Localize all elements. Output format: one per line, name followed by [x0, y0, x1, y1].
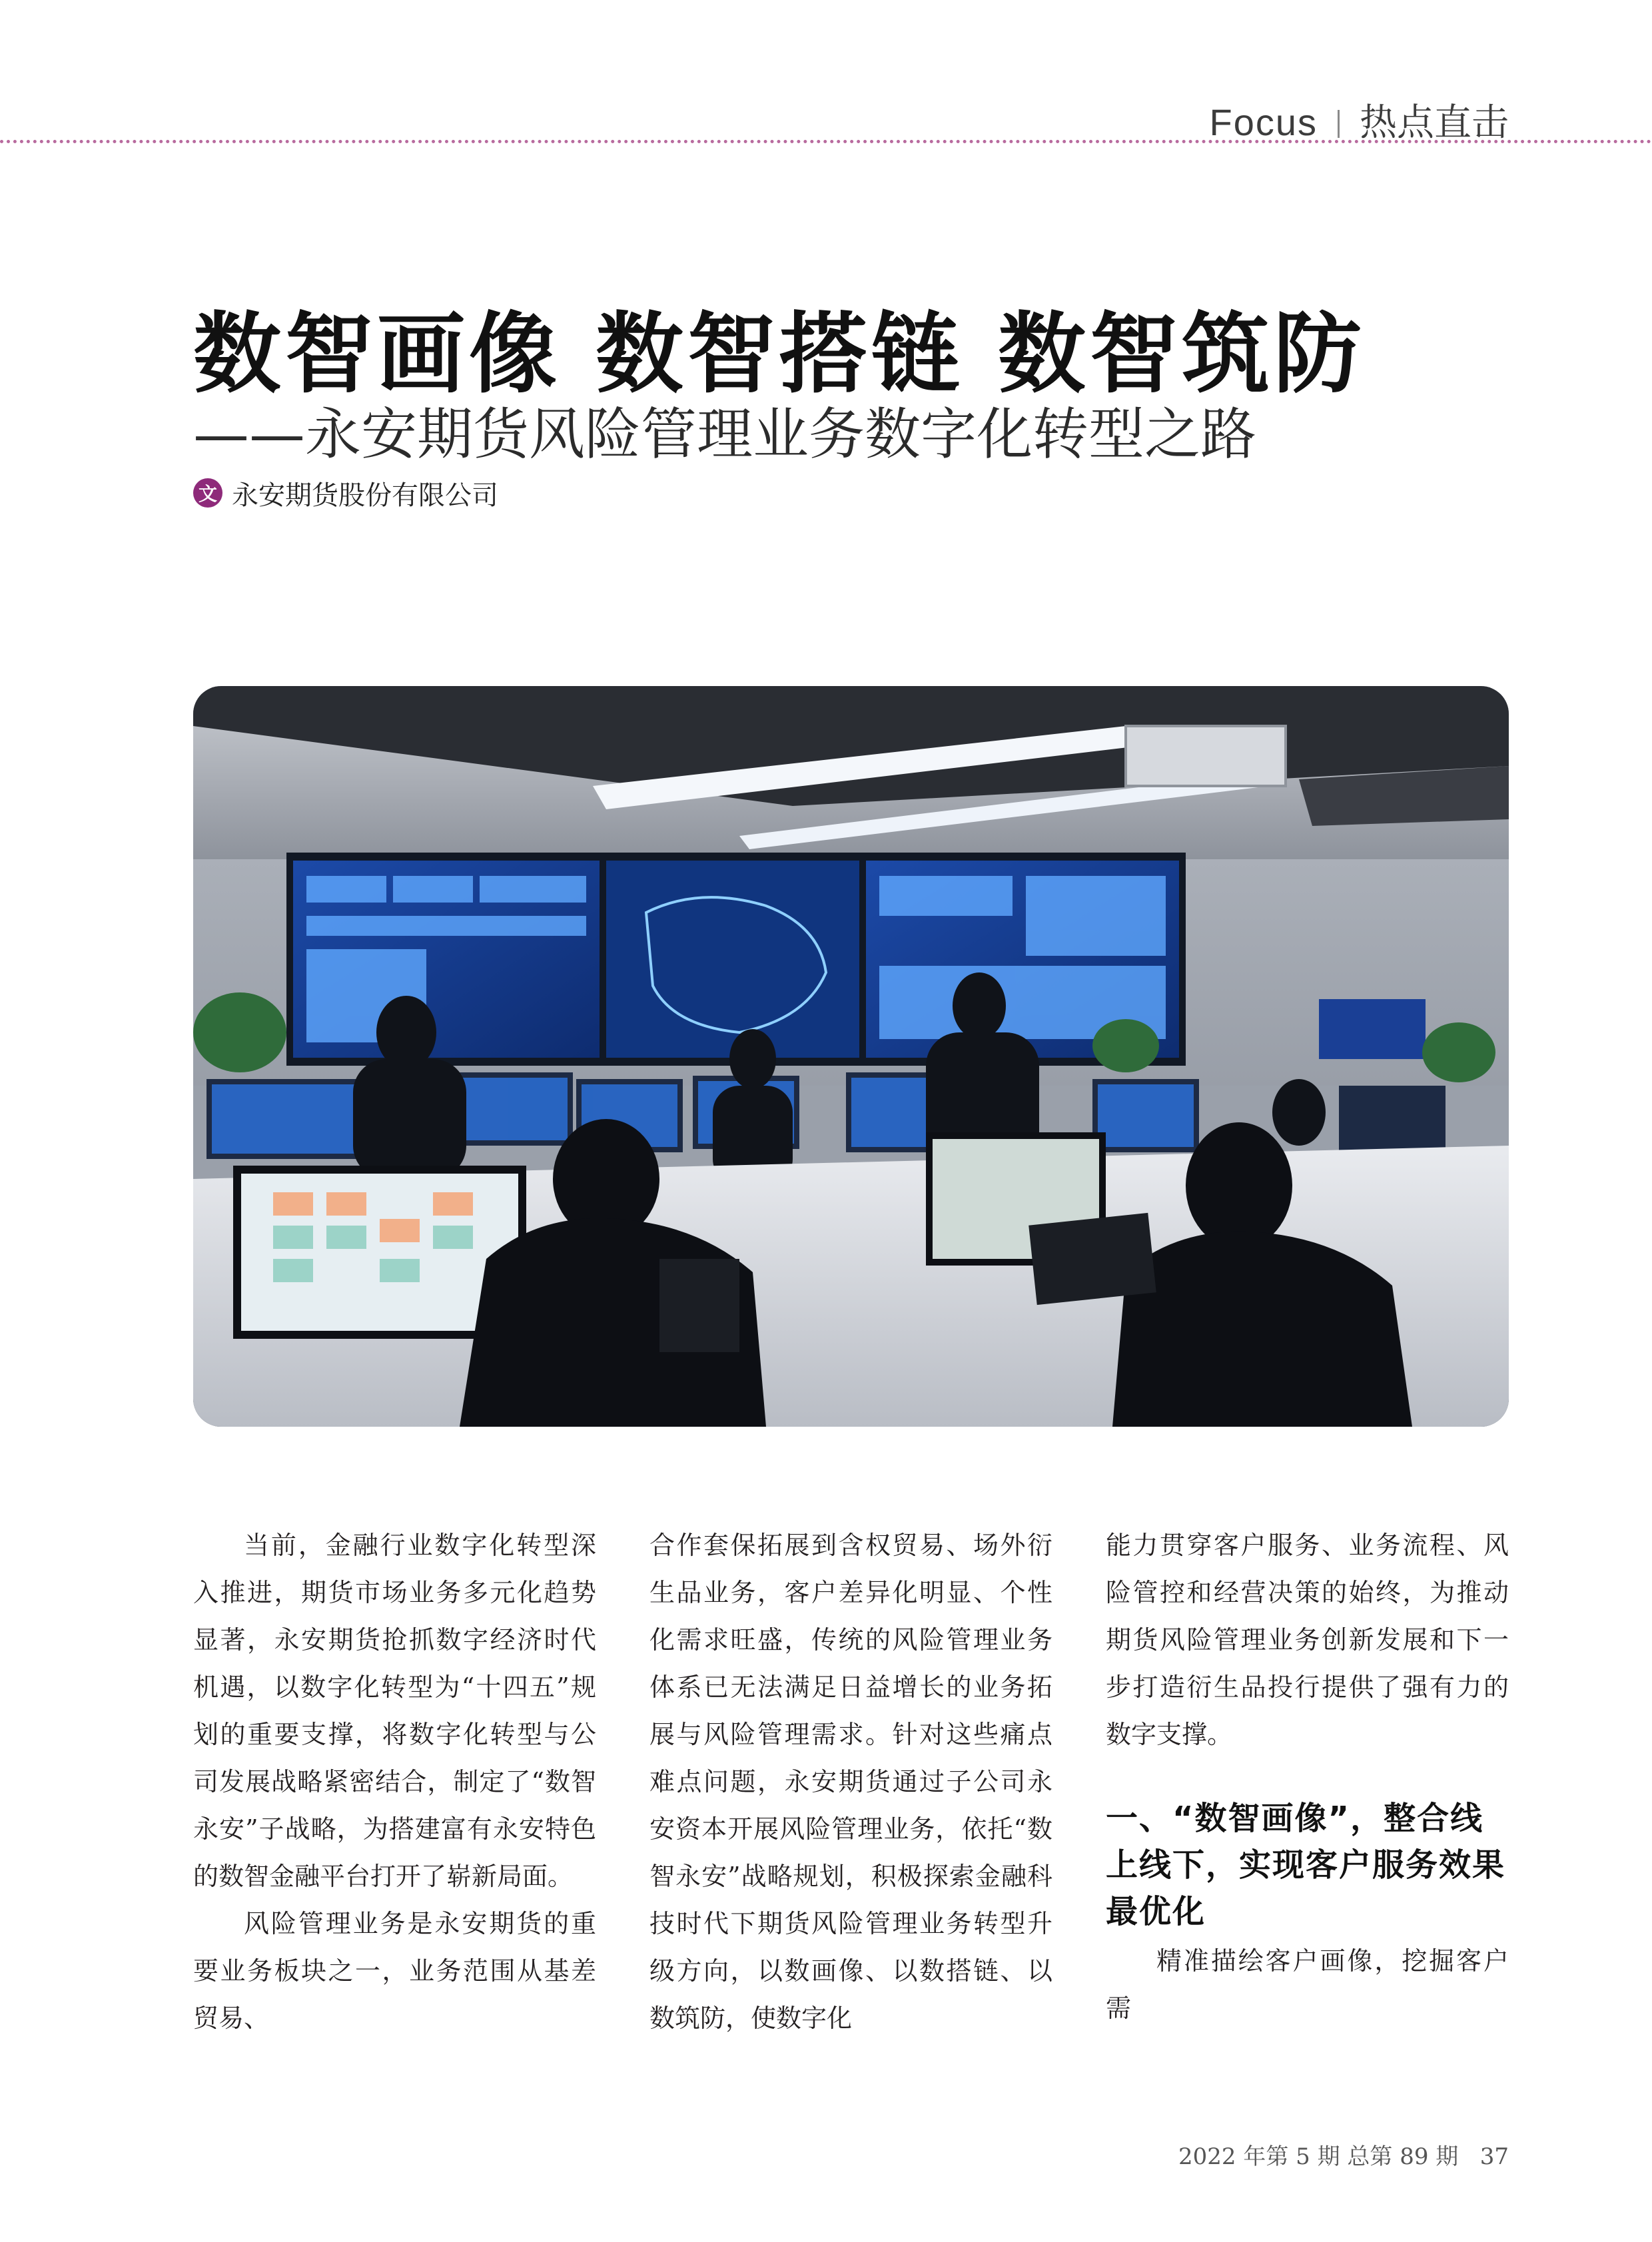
- header-dotted-rule: [0, 140, 1652, 143]
- paragraph-continued: 能力贯穿客户服务、业务流程、风险管控和经营决策的始终，为推动期货风险管理业务创新发展和下一步打造衍生品投行提供了强有力的数字支撑。: [1106, 1531, 1509, 1749]
- author-badge-icon: 文: [193, 478, 222, 508]
- author-line: [193, 476, 498, 510]
- article-photo: [193, 686, 1509, 1427]
- issue-info: 2022 年第 5 期 总第 89 期: [1178, 2143, 1459, 2170]
- paragraph: 当前，金融行业数字化转型深入推进，期货市场业务多元化趋势显著，永安期货抢抓数字经济时代机遇，以数字化转型为“十四五”规划的重要支撑，将数字化转型与公司发展战略紧密结合，制定了“数智永安”子战略，为搭建富有永安特色的数智金融平台打开了崭新局面。: [193, 1531, 596, 1891]
- author-name: 永安期货股份有限公司: [232, 480, 498, 511]
- control-room-illustration: [193, 686, 1509, 1427]
- page-number: 37: [1479, 2143, 1509, 2170]
- text-column-2: [649, 1522, 1052, 2042]
- article-subtitle: ——永安期货风险管理业务数字化转型之路: [193, 402, 1257, 467]
- text-column-1: [193, 1522, 596, 2042]
- section-tag-cn: 热点直击: [1360, 101, 1509, 145]
- paragraph-continued: 合作套保拓展到含权贸易、场外衍生品业务，客户差异化明显、个性化需求旺盛，传统的风险管理业务体系已无法满足日益增长的业务拓展与风险管理需求。针对这些痛点难点问题，永安期货通过子公司永安资本开展风险管理业务，依托“数智永安”战略规划，积极探索金融科技时代下期货风险管理业务转型升级方向，以数画像、以数搭链、以数筑防，使数字化: [649, 1531, 1052, 2033]
- paragraph: 精准描绘客户画像，挖掘客户需: [1106, 1946, 1509, 2023]
- section-tag-separator: [1338, 110, 1340, 138]
- page-footer: [1178, 2138, 1509, 2171]
- section-tag: [1210, 93, 1509, 147]
- article-title: 数智画像 数智搭链 数智筑防: [193, 303, 1366, 406]
- text-column-3: [1106, 1522, 1509, 2032]
- section-tag-en: Focus: [1209, 101, 1318, 143]
- page-header: [0, 0, 1652, 143]
- paragraph: 风险管理业务是永安期货的重要业务板块之一，业务范围从基差贸易、: [193, 1909, 596, 2033]
- section-heading: 一、“数智画像”，整合线上线下，实现客户服务效果最优化: [1106, 1800, 1506, 1930]
